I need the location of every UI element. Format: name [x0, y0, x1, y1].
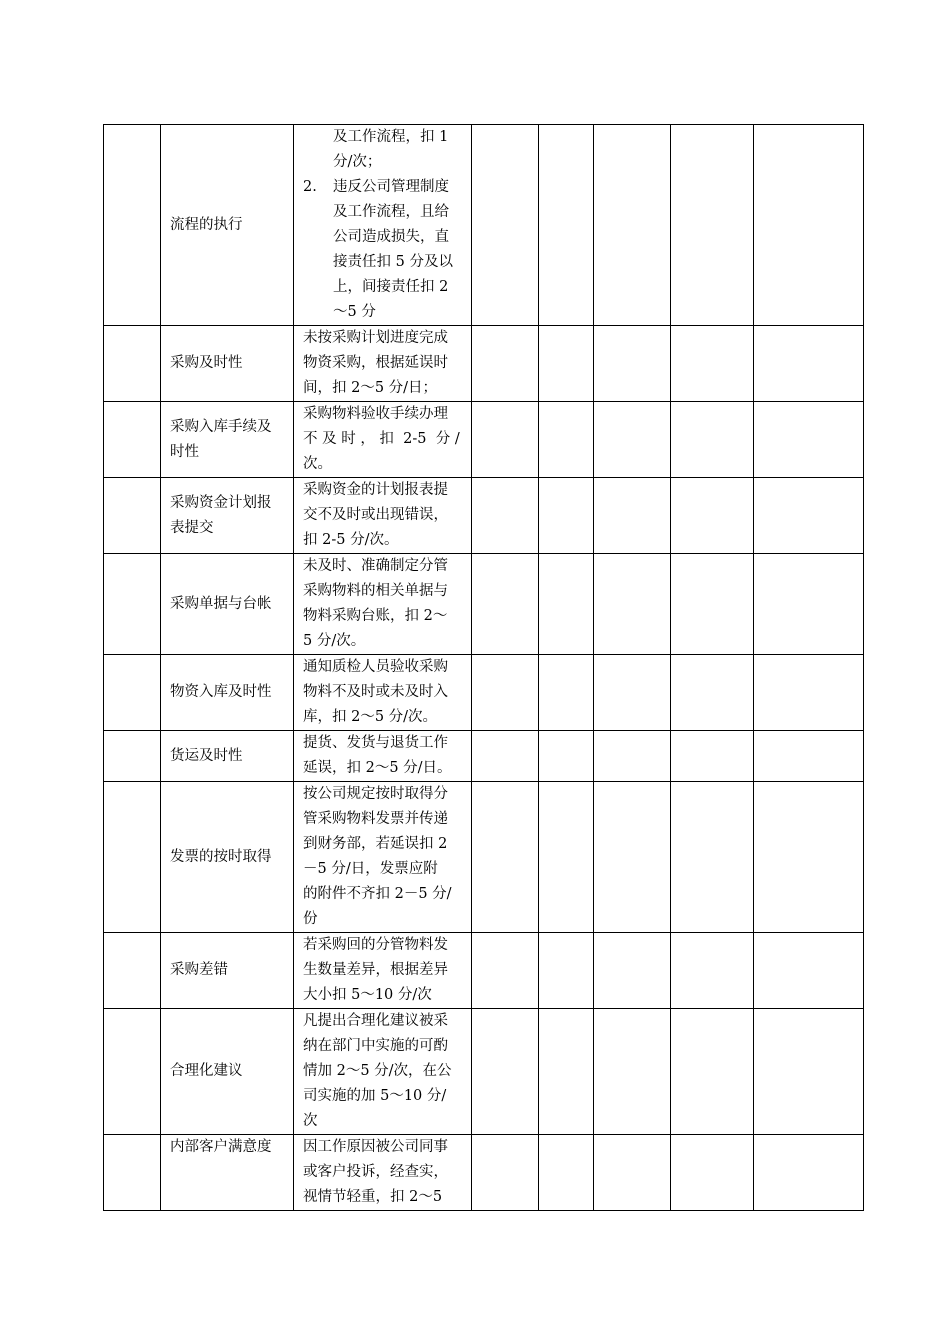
blank-cell[interactable] [671, 1135, 754, 1211]
standard-line: 扣 2-5 分/次。 [303, 532, 399, 548]
standard-line: 生数量差异，根据差异 [303, 962, 448, 978]
standard-line: 份 [303, 911, 318, 927]
standard-line: 若采购回的分管物料发 [303, 937, 448, 953]
blank-cell[interactable] [472, 655, 539, 731]
item-text: 物资入库及时性 [170, 684, 272, 700]
blank-cell[interactable] [754, 933, 864, 1009]
standard-line: 采购物料的相关单据与 [303, 583, 448, 599]
blank-cell[interactable] [754, 402, 864, 478]
table-row [104, 1135, 864, 1211]
blank-cell[interactable] [754, 1009, 864, 1135]
standard-cell [294, 125, 472, 326]
standard-line: 大小扣 5～10 分/次 [303, 987, 432, 1003]
standard-line: 采购物料验收手续办理 [303, 406, 448, 422]
blank-cell[interactable] [539, 933, 594, 1009]
blank-cell[interactable] [594, 782, 671, 933]
blank-cell[interactable] [754, 731, 864, 782]
blank-cell[interactable] [472, 402, 539, 478]
item-cell [161, 326, 294, 402]
blank-cell[interactable] [671, 782, 754, 933]
standard-line: 交不及时或出现错误， [303, 507, 448, 523]
standard-line: －5 分/日，发票应附 [303, 861, 438, 877]
item-text: 货运及时性 [170, 747, 243, 764]
blank-cell[interactable] [539, 731, 594, 782]
table-row [104, 655, 864, 731]
blank-cell[interactable] [671, 1009, 754, 1135]
index-cell [104, 125, 161, 326]
blank-cell[interactable] [472, 731, 539, 782]
blank-cell[interactable] [472, 554, 539, 655]
item-text: 表提交 [170, 519, 214, 536]
standard-cell [294, 782, 472, 933]
blank-cell[interactable] [539, 326, 594, 402]
blank-cell[interactable] [594, 125, 671, 326]
item-cell [161, 478, 294, 554]
blank-cell[interactable] [594, 478, 671, 554]
standard-line: 库，扣 2～5 分/次。 [303, 709, 438, 725]
item-text: 合理化建议 [170, 1063, 243, 1079]
index-cell [104, 554, 161, 655]
table-row [104, 478, 864, 554]
standard-cell [294, 326, 472, 402]
item-cell [161, 731, 294, 782]
blank-cell[interactable] [594, 1135, 671, 1211]
index-cell [104, 478, 161, 554]
standard-line: 物料不及时或未及时入 [303, 684, 448, 700]
blank-cell[interactable] [472, 782, 539, 933]
standard-line: 及工作流程，且给 [333, 204, 449, 220]
item-text: 发票的按时取得 [170, 848, 272, 865]
blank-cell[interactable] [754, 125, 864, 326]
standard-line: 次 [303, 1113, 318, 1129]
item-text: 采购差错 [170, 962, 228, 978]
item-text: 采购及时性 [170, 355, 243, 371]
table-row [104, 554, 864, 655]
blank-cell[interactable] [671, 326, 754, 402]
blank-cell[interactable] [472, 478, 539, 554]
standard-line: 纳在部门中实施的可酌 [303, 1038, 448, 1054]
list-number: 2. [303, 179, 317, 195]
item-text: 内部客户满意度 [170, 1139, 272, 1155]
standard-cell [294, 478, 472, 554]
item-text: 时性 [170, 443, 199, 460]
blank-cell[interactable] [754, 1135, 864, 1211]
standard-line: 司实施的加 5～10 分/ [303, 1088, 447, 1104]
standard-line: ～5 分 [333, 304, 376, 320]
blank-cell[interactable] [594, 326, 671, 402]
blank-cell[interactable] [754, 478, 864, 554]
standard-line: 违反公司管理制度 [333, 179, 449, 195]
standard-line: 的附件不齐扣 2－5 分/ [303, 886, 452, 902]
table-row [104, 402, 864, 478]
blank-cell[interactable] [754, 554, 864, 655]
blank-cell[interactable] [671, 731, 754, 782]
blank-cell[interactable] [472, 125, 539, 326]
blank-cell[interactable] [472, 326, 539, 402]
blank-cell[interactable] [671, 933, 754, 1009]
blank-cell[interactable] [671, 125, 754, 326]
blank-cell[interactable] [472, 933, 539, 1009]
item-cell [161, 933, 294, 1009]
standard-line: 分/次； [333, 154, 382, 170]
table-row [104, 1009, 864, 1135]
table-row [104, 782, 864, 933]
standard-line: 采购资金的计划报表提 [303, 482, 448, 498]
standard-cell [294, 402, 472, 478]
item-text: 采购单据与台帐 [170, 595, 272, 612]
standard-cell [294, 655, 472, 731]
standard-line: 不 及 时 ， 扣 2-5 分 / [303, 431, 460, 447]
standard-line: 5 分/次。 [303, 633, 366, 649]
blank-cell[interactable] [539, 402, 594, 478]
index-cell [104, 655, 161, 731]
blank-cell[interactable] [594, 554, 671, 655]
blank-cell[interactable] [539, 478, 594, 554]
standard-cell [294, 1009, 472, 1135]
index-cell [104, 782, 161, 933]
kpi-table [103, 124, 864, 1211]
item-cell [161, 782, 294, 933]
blank-cell[interactable] [754, 655, 864, 731]
blank-cell[interactable] [671, 478, 754, 554]
blank-cell[interactable] [539, 1135, 594, 1211]
standard-line: 提货、发货与退货工作 [303, 735, 448, 751]
blank-cell[interactable] [539, 125, 594, 326]
blank-cell[interactable] [671, 655, 754, 731]
blank-cell[interactable] [754, 326, 864, 402]
index-cell [104, 731, 161, 782]
blank-cell[interactable] [539, 782, 594, 933]
item-text: 采购入库手续及 [170, 418, 272, 435]
standard-line: 凡提出合理化建议被采 [303, 1013, 448, 1029]
blank-cell[interactable] [539, 1009, 594, 1135]
index-cell [104, 1135, 161, 1211]
standard-line: 公司造成损失，直 [333, 229, 449, 245]
blank-cell[interactable] [594, 1009, 671, 1135]
standard-line: 未按采购计划进度完成 [303, 330, 448, 346]
standard-cell [294, 1135, 472, 1211]
standard-line: 通知质检人员验收采购 [303, 659, 448, 675]
standard-line: 次。 [303, 456, 332, 472]
standard-cell [294, 731, 472, 782]
item-cell [161, 655, 294, 731]
item-text: 采购资金计划报 [170, 494, 272, 511]
item-cell [161, 1009, 294, 1135]
standard-cell [294, 933, 472, 1009]
standard-line: 到财务部，若延误扣 2 [303, 836, 448, 852]
standard-line: 物料采购台账，扣 2～ [303, 608, 448, 624]
standard-line: 情加 2～5 分/次，在公 [303, 1063, 452, 1079]
standard-line: 物资采购，根据延误时 [303, 355, 448, 371]
blank-cell[interactable] [594, 933, 671, 1009]
blank-cell[interactable] [472, 1009, 539, 1135]
standard-cell [294, 554, 472, 655]
blank-cell[interactable] [539, 655, 594, 731]
standard-line: 视情节轻重，扣 2～5 [303, 1189, 443, 1205]
item-cell [161, 554, 294, 655]
table-row [104, 326, 864, 402]
blank-cell[interactable] [472, 1135, 539, 1211]
standard-line: 未及时、准确制定分管 [303, 558, 448, 574]
blank-cell[interactable] [594, 402, 671, 478]
blank-cell[interactable] [594, 655, 671, 731]
item-cell [161, 402, 294, 478]
blank-cell[interactable] [594, 731, 671, 782]
index-cell [104, 326, 161, 402]
standard-line: 及工作流程，扣 1 [333, 129, 449, 145]
blank-cell[interactable] [539, 554, 594, 655]
standard-line: 按公司规定按时取得分 [303, 786, 448, 802]
blank-cell[interactable] [754, 782, 864, 933]
item-text: 流程的执行 [170, 216, 243, 233]
table-row [104, 125, 864, 326]
standard-line: 延误，扣 2～5 分/日。 [303, 760, 452, 776]
blank-cell[interactable] [671, 554, 754, 655]
index-cell [104, 1009, 161, 1135]
standard-line: 因工作原因被公司同事 [303, 1139, 448, 1155]
standard-line: 上，间接责任扣 2 [333, 279, 449, 295]
standard-line: 管采购物料发票并传递 [303, 811, 448, 827]
table-row [104, 933, 864, 1009]
table-row [104, 731, 864, 782]
standard-line: 间，扣 2～5 分/日； [303, 380, 438, 396]
item-cell [161, 1135, 294, 1211]
item-cell [161, 125, 294, 326]
standard-line: 接责任扣 5 分及以 [333, 254, 453, 270]
standard-line: 或客户投诉，经查实， [303, 1164, 448, 1180]
blank-cell[interactable] [671, 402, 754, 478]
index-cell [104, 402, 161, 478]
index-cell [104, 933, 161, 1009]
